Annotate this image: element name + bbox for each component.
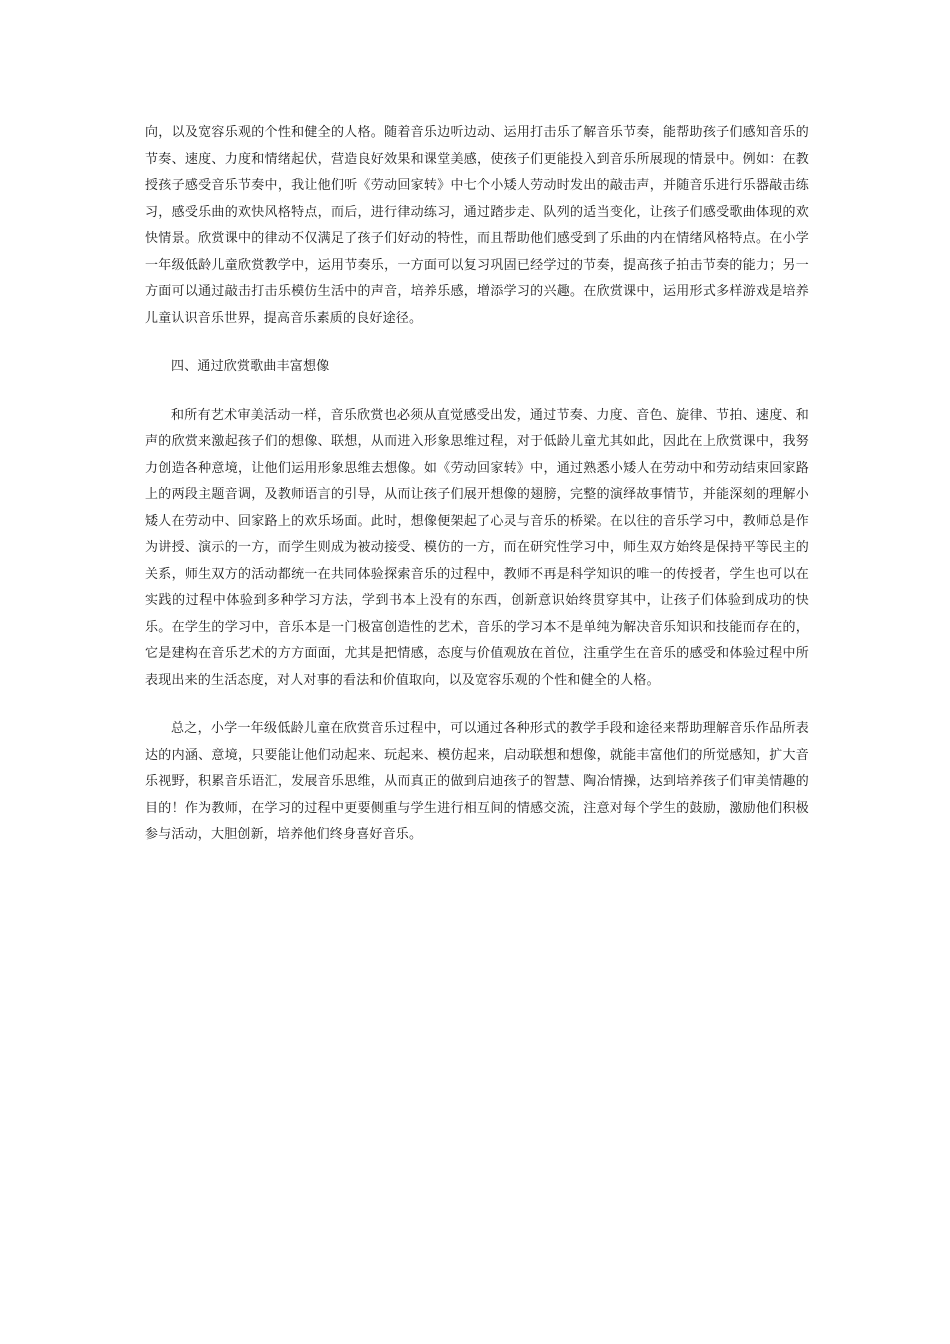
body-paragraph-conclusion: 总之，小学一年级低龄儿童在欣赏音乐过程中，可以通过各种形式的教学手段和途径来帮助理解音乐作品所表达的内涵、意境，只要能让他们动起来、玩起来、模仿起来，启动联想和想像，就能丰富他们的所觉感知，扩大音乐视野，积累音乐语汇，发展音乐思维，从而真正的做到启迪孩子的智慧、陶冶情操，达到培养孩子们审美情趣的目的！作为教师，在学习的过程中更要侧重与学生进行相互间的情感交流，注意对每个学生的鼓励，激励他们积极参与活动，大胆创新，培养他们终身喜好音乐。 — [145, 721, 809, 842]
document-page — [145, 120, 809, 849]
body-paragraph-continuation: 向，以及宽容乐观的个性和健全的人格。随着音乐边听边动、运用打击乐了解音乐节奏，能帮助孩子们感知音乐的节奏、速度、力度和情绪起伏，营造良好效果和课堂美感，使孩子们更能投入到音乐所展现的情景中。例如：在教授孩子感受音乐节奏中，我让他们听《劳动回家转》中七个小矮人劳动时发出的敲击声，并随音乐进行乐器敲击练习，感受乐曲的欢快风格特点，而后，进行律动练习，通过踏步走、队列的适当变化，让孩子们感受歌曲体现的欢快情景。欣赏课中的律动不仅满足了孩子们好动的特性，而且帮助他们感受到了乐曲的内在情绪风格特点。在小学一年级低龄儿童欣赏教学中，运用节奏乐，一方面可以复习巩固已经学过的节奏，提高孩子拍击节奏的能力；另一方面可以通过敲击打击乐模仿生活中的声音，培养乐感，增添学习的兴趣。在欣赏课中，运用形式多样游戏是培养儿童认识音乐世界，提高音乐素质的良好途径。 — [145, 125, 809, 326]
body-paragraph-imagination: 和所有艺术审美活动一样，音乐欣赏也必须从直觉感受出发，通过节奏、力度、音色、旋律、节拍、速度、和声的欣赏来激起孩子们的想像、联想，从而进入形象思维过程，对于低龄儿童尤其如此，因此在上欣赏课中，我努力创造各种意境，让他们运用形象思维去想像。如《劳动回家转》中，通过熟悉小矮人在劳动中和劳动结束回家路上的两段主题音调，及教师语言的引导，从而让孩子们展开想像的翅膀，完整的演绎故事情节，并能深刻的理解小矮人在劳动中、回家路上的欢乐场面。此时，想像便架起了心灵与音乐的桥梁。在以往的音乐学习中，教师总是作为讲授、演示的一方，而学生则成为被动接受、模仿的一方，而在研究性学习中，师生双方始终是保持平等民主的关系，师生双方的活动都统一在共同体验探索音乐的过程中，教师不再是科学知识的唯一的传授者，学生也可以在实践的过程中体验到多种学习方法，学到书本上没有的东西，创新意识始终贯穿其中，让孩子们体验到成功的快乐。在学生的学习中，音乐本是一门极富创造性的艺术，音乐的学习本不是单纯为解决音乐知识和技能而存在的，它是建构在音乐艺术的方方面面，尤其是把情感，态度与价值观放在首位，注重学生在音乐的感受和体验过程中所表现出来的生活态度，对人对事的看法和价值取向，以及宽容乐观的个性和健全的人格。 — [145, 407, 809, 688]
section-heading-4: 四、通过欣赏歌曲丰富想像 — [171, 359, 330, 374]
